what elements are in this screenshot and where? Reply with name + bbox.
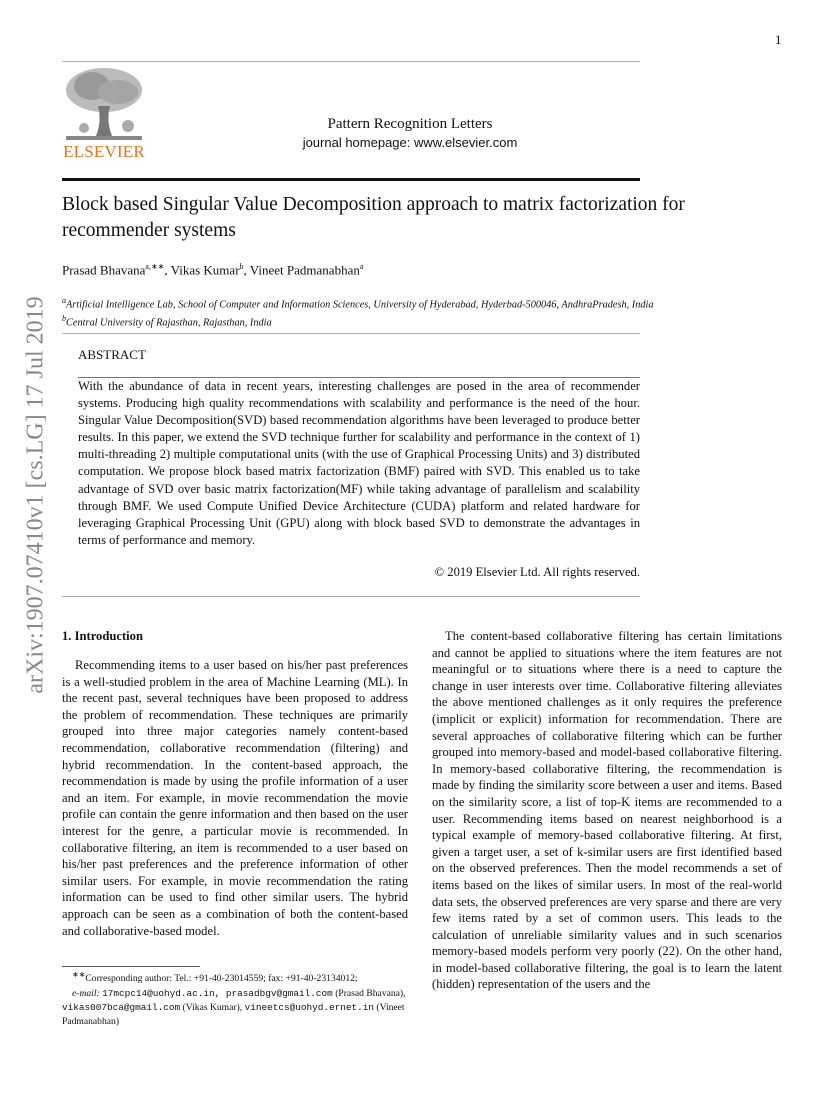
paragraph: The content-based collaborative filtering has certain limitations and cannot be applied to situations where the item features are not meaningful or to situations where there is a need to capture the change in user interests over time. Collaborative filtering alleviates the above mentioned challenges as it only requires the preference (implicit or explicit) information for recommendation. There are several approaches of collaborative filtering which can be further grouped into memory-based and model-based collaborative filtering. In memory-based collaborative filtering, the recommendation is made by finding the similarity score between a user and items. Based on the similarity score, a list of top-K items are recommended to a user. Recommending items based on nearest neighborhood is a typical example of memory-based collaborative filtering. At first, given a target user, a set of k-similar users are first identified based on the observed preferences. Then the model recommends a set of items based on the likes of similar users. In most of the real-world data sets, the observed preferences are very sparse and there are very few items rated by a set of common users. This leads to the calculation of unreliable similarity values and in such scenarios memory-based models perform very poorly (22). On the other hand, in model-based collaborative filtering, the goal is to learn the latent (hidden) representation of the users and the [432, 629, 782, 992]
affiliations [62, 294, 654, 331]
email-owner: (Vineet Padmanabhan) [62, 1002, 405, 1028]
abstract-text: With the abundance of data in recent years, interesting challenges are posed in the area of recommender systems. Producing high quality recommendations with scalability and performance is the need of the hour. Singular Value Decomposition(SVD) based recommendation algorithms have been leveraged to produce better results. In this paper, we extend the SVD technique further for scalability and performance in the context of 1) multi-threading 2) multiple computational units (with the use of Graphical Processing Units) and 3) distributed computation. We propose block based matrix factorization (BMF) paired with SVD. This enabled us to take advantage of SVD over basic matrix factorization(MF) while taking advantage of parallelism and scalability through BMF. We used Compute Unified Device Architecture (CUDA) platform and related hardware for leveraging Graphical Processing Unit (GPU) along with block based SVD to demonstrate the advantages in terms of performance and memory. [78, 379, 640, 547]
email-owner: (Vikas Kumar), [180, 1002, 245, 1013]
footnote [62, 968, 408, 1030]
email-link[interactable]: 17mcpc14@uohyd.ac.in, prasadbgv@gmail.com [102, 987, 333, 999]
author-sup: a [359, 262, 364, 271]
footnote-rule [62, 966, 200, 967]
email-link[interactable]: vikas007bca@gmail.com [62, 1002, 181, 1013]
author-list: Prasad Bhavana$^{a,∗∗}$, Vikas Kumar$^b$, Vineet Padmanabhan$^a$ [62, 262, 364, 278]
right-column [432, 628, 782, 993]
email-label: e-mail: [72, 987, 100, 999]
section-heading: 1. Introduction [62, 629, 143, 643]
copyright: © 2019 Elsevier Ltd. All rights reserved. [434, 565, 640, 579]
email-owner: (Prasad Bhavana), [332, 987, 406, 999]
arxiv-stamp: arXiv:1907.07410v1 [cs.LG] 17 Jul 2019 [22, 296, 49, 694]
author-sup: a,∗∗ [145, 262, 165, 271]
footnote-contact: Corresponding author: Tel.: +91-40-23014559; fax: +91-40-23134012; [85, 973, 358, 985]
affiliation [62, 294, 654, 312]
author-name: Prasad Bhavana [62, 262, 146, 278]
abstract-bottom-rule [62, 596, 640, 597]
journal-header [200, 116, 620, 150]
affiliation-sup: b [62, 314, 66, 324]
elsevier-logo [62, 66, 146, 162]
tree-icon [62, 66, 146, 144]
author-sup: b [239, 262, 244, 271]
left-column [62, 657, 408, 939]
page-number: 1 [775, 32, 782, 47]
author-name: Vikas Kumar [170, 262, 240, 278]
affiliation [62, 312, 654, 330]
abstract-heading: ABSTRACT [78, 347, 146, 362]
journal-name: Pattern Recognition Letters [327, 116, 493, 132]
header-rule [62, 178, 640, 181]
paper-title: Block based Singular Value Decomposition approach to matrix factorization for recommender systems [62, 194, 685, 241]
author-name: Vineet Padmanabhan [249, 262, 360, 278]
affiliation-text: Central University of Rajasthan, Rajasthan, India [66, 317, 272, 329]
publisher-logo-text: ELSEVIER [63, 142, 145, 161]
affiliation-text: Artificial Intelligence Lab, School of Computer and Information Sciences, University of Hyderabad, Hyderbad-500046, AndhraPradesh, India [66, 299, 654, 311]
paragraph: Recommending items to a user based on his/her past preferences is a well-studied problem in the area of Machine Learning (ML). In the recent past, several techniques have been proposed to address the problem of recommendation. These techniques are primarily grouped into three major categories namely content-based recommendation, collaborative recommendation (filtering) and hybrid recommendation. In the content-based approach, the recommendation is made by using the profile information of a user and an item. For example, in movie recommendation the movie profile can contain the genre information and then based on the user interest for the genre, a particular movie is recommended. In collaborative filtering, an item is recommended to a user based on his/her past preferences and the preference information of other similar users. For example, in movie recommendation the rating information can be used to find other similar users. The hybrid approach can be seen as a combination of both the content-based and collaborative-based model. [62, 658, 408, 938]
affiliation-sup: a [62, 296, 66, 305]
top-rule [62, 61, 640, 62]
footnote-marker: ∗∗ [72, 970, 86, 979]
affiliation-rule [62, 333, 640, 334]
email-link[interactable]: vineetcs@uohyd.ernet.in [244, 1002, 374, 1013]
journal-homepage[interactable]: journal homepage: www.elsevier.com [302, 135, 518, 150]
